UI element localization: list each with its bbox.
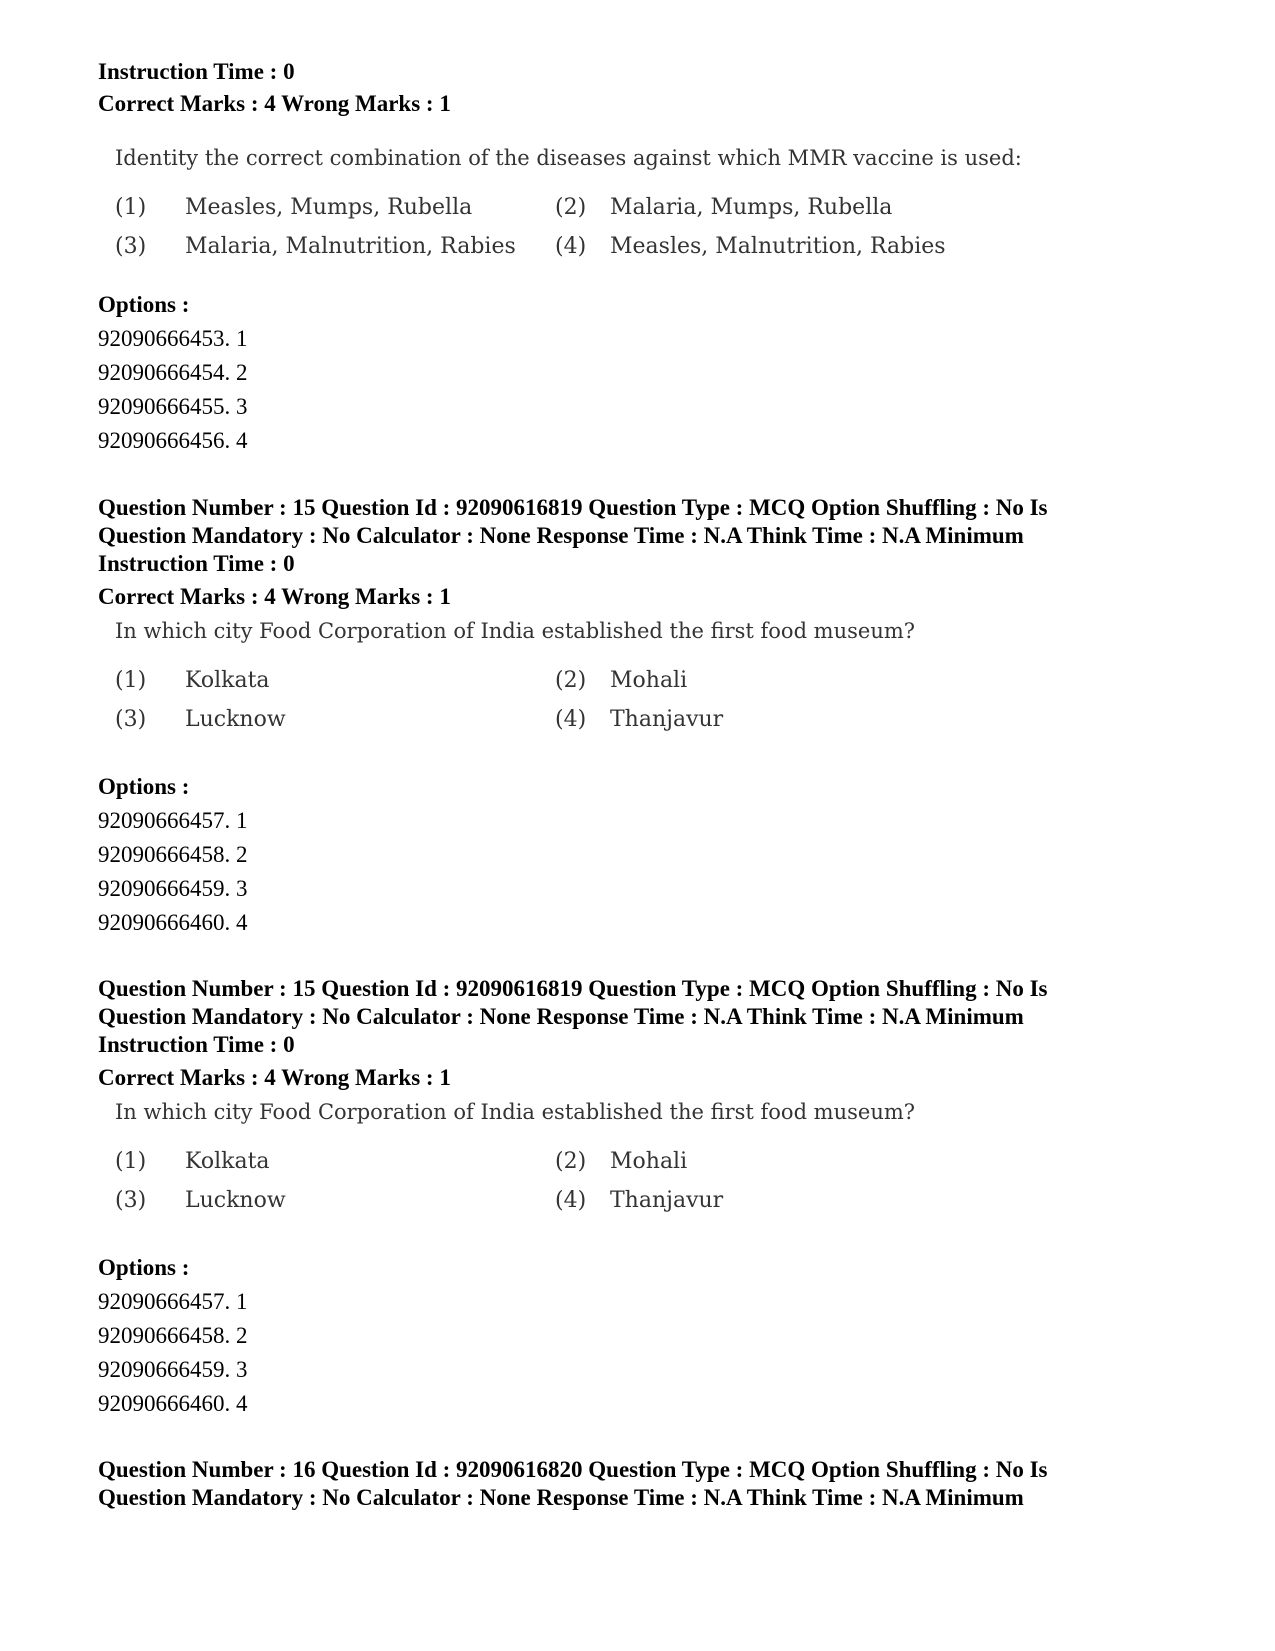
option-item: 92090666459. 3 bbox=[98, 1357, 248, 1382]
choice-number: (3) bbox=[115, 1188, 147, 1213]
meta-line: Question Mandatory : No Calculator : None Response Time : N.A Think Time : N.A Minimum bbox=[98, 523, 1024, 548]
choice-number: (1) bbox=[115, 668, 147, 693]
choice-4 bbox=[555, 233, 946, 261]
choice-number: (4) bbox=[555, 707, 587, 732]
choice-number: (3) bbox=[115, 707, 147, 732]
choice-number: (4) bbox=[555, 234, 587, 259]
choice-3 bbox=[115, 1187, 286, 1215]
choice-2 bbox=[555, 194, 892, 222]
choice-3 bbox=[115, 706, 286, 734]
choice-text: Measles, Mumps, Rubella bbox=[185, 195, 473, 220]
choice-text: Mohali bbox=[610, 668, 688, 693]
choice-number: (1) bbox=[115, 1149, 147, 1174]
choice-text: Malaria, Malnutrition, Rabies bbox=[185, 234, 516, 259]
question-image-1 bbox=[115, 144, 1075, 264]
choice-text: Kolkata bbox=[185, 668, 270, 693]
option-item: 92090666459. 3 bbox=[98, 876, 248, 901]
option-item: 92090666454. 2 bbox=[98, 360, 248, 385]
choice-1 bbox=[115, 194, 472, 222]
choice-number: (1) bbox=[115, 195, 147, 220]
option-item: 92090666458. 2 bbox=[98, 1323, 248, 1348]
options-header: Options : bbox=[98, 1255, 190, 1280]
meta-line: Correct Marks : 4 Wrong Marks : 1 bbox=[98, 584, 451, 609]
option-item: 92090666460. 4 bbox=[98, 910, 248, 935]
choice-number: (2) bbox=[555, 195, 587, 220]
options-header: Options : bbox=[98, 292, 190, 317]
choice-text: Measles, Malnutrition, Rabies bbox=[610, 234, 946, 259]
options-list-2 bbox=[98, 770, 248, 940]
choice-text: Thanjavur bbox=[610, 1188, 724, 1213]
meta-line: Instruction Time : 0 bbox=[98, 1032, 295, 1057]
choice-2 bbox=[555, 1148, 687, 1176]
choice-text: Malaria, Mumps, Rubella bbox=[610, 195, 893, 220]
option-item: 92090666457. 1 bbox=[98, 1289, 248, 1314]
meta-line: Question Mandatory : No Calculator : None Response Time : N.A Think Time : N.A Minimum bbox=[98, 1004, 1024, 1029]
choice-text: Lucknow bbox=[185, 1188, 286, 1213]
choice-text: Mohali bbox=[610, 1149, 688, 1174]
choice-1 bbox=[115, 1148, 270, 1176]
question-meta-2 bbox=[98, 494, 1048, 611]
option-item: 92090666453. 1 bbox=[98, 326, 248, 351]
choice-number: (3) bbox=[115, 234, 147, 259]
meta-line: Question Number : 16 Question Id : 92090616820 Question Type : MCQ Option Shuffling : No Is bbox=[98, 1457, 1048, 1482]
question-text: In which city Food Corporation of India established the first food museum? bbox=[115, 619, 916, 643]
choice-text: Kolkata bbox=[185, 1149, 270, 1174]
option-item: 92090666455. 3 bbox=[98, 394, 248, 419]
question-meta-3 bbox=[98, 975, 1048, 1092]
meta-line: Correct Marks : 4 Wrong Marks : 1 bbox=[98, 1065, 451, 1090]
meta-line: Question Number : 15 Question Id : 92090616819 Question Type : MCQ Option Shuffling : No Is bbox=[98, 976, 1048, 1001]
options-list-1 bbox=[98, 288, 248, 458]
choice-number: (2) bbox=[555, 668, 587, 693]
options-header: Options : bbox=[98, 774, 190, 799]
question-text: In which city Food Corporation of India established the first food museum? bbox=[115, 1100, 916, 1124]
choice-4 bbox=[555, 706, 723, 734]
choice-3 bbox=[115, 233, 516, 261]
question-text: Identity the correct combination of the diseases against which MMR vaccine is used: bbox=[115, 146, 1022, 170]
meta-line: Question Number : 15 Question Id : 92090616819 Question Type : MCQ Option Shuffling : No Is bbox=[98, 495, 1048, 520]
question-meta-4 bbox=[98, 1456, 1048, 1512]
question-image-2 bbox=[115, 617, 1075, 737]
choice-text: Lucknow bbox=[185, 707, 286, 732]
option-item: 92090666458. 2 bbox=[98, 842, 248, 867]
choice-text: Thanjavur bbox=[610, 707, 724, 732]
question-image-3 bbox=[115, 1098, 1075, 1218]
choice-4 bbox=[555, 1187, 723, 1215]
question-meta-1 bbox=[98, 58, 451, 118]
meta-line: Question Mandatory : No Calculator : None Response Time : N.A Think Time : N.A Minimum bbox=[98, 1485, 1024, 1510]
meta-line: Instruction Time : 0 bbox=[98, 59, 295, 84]
meta-line: Correct Marks : 4 Wrong Marks : 1 bbox=[98, 91, 451, 116]
option-item: 92090666457. 1 bbox=[98, 808, 248, 833]
choice-2 bbox=[555, 667, 687, 695]
option-item: 92090666460. 4 bbox=[98, 1391, 248, 1416]
options-list-3 bbox=[98, 1251, 248, 1421]
choice-number: (2) bbox=[555, 1149, 587, 1174]
option-item: 92090666456. 4 bbox=[98, 428, 248, 453]
choice-number: (4) bbox=[555, 1188, 587, 1213]
meta-line: Instruction Time : 0 bbox=[98, 551, 295, 576]
choice-1 bbox=[115, 667, 270, 695]
